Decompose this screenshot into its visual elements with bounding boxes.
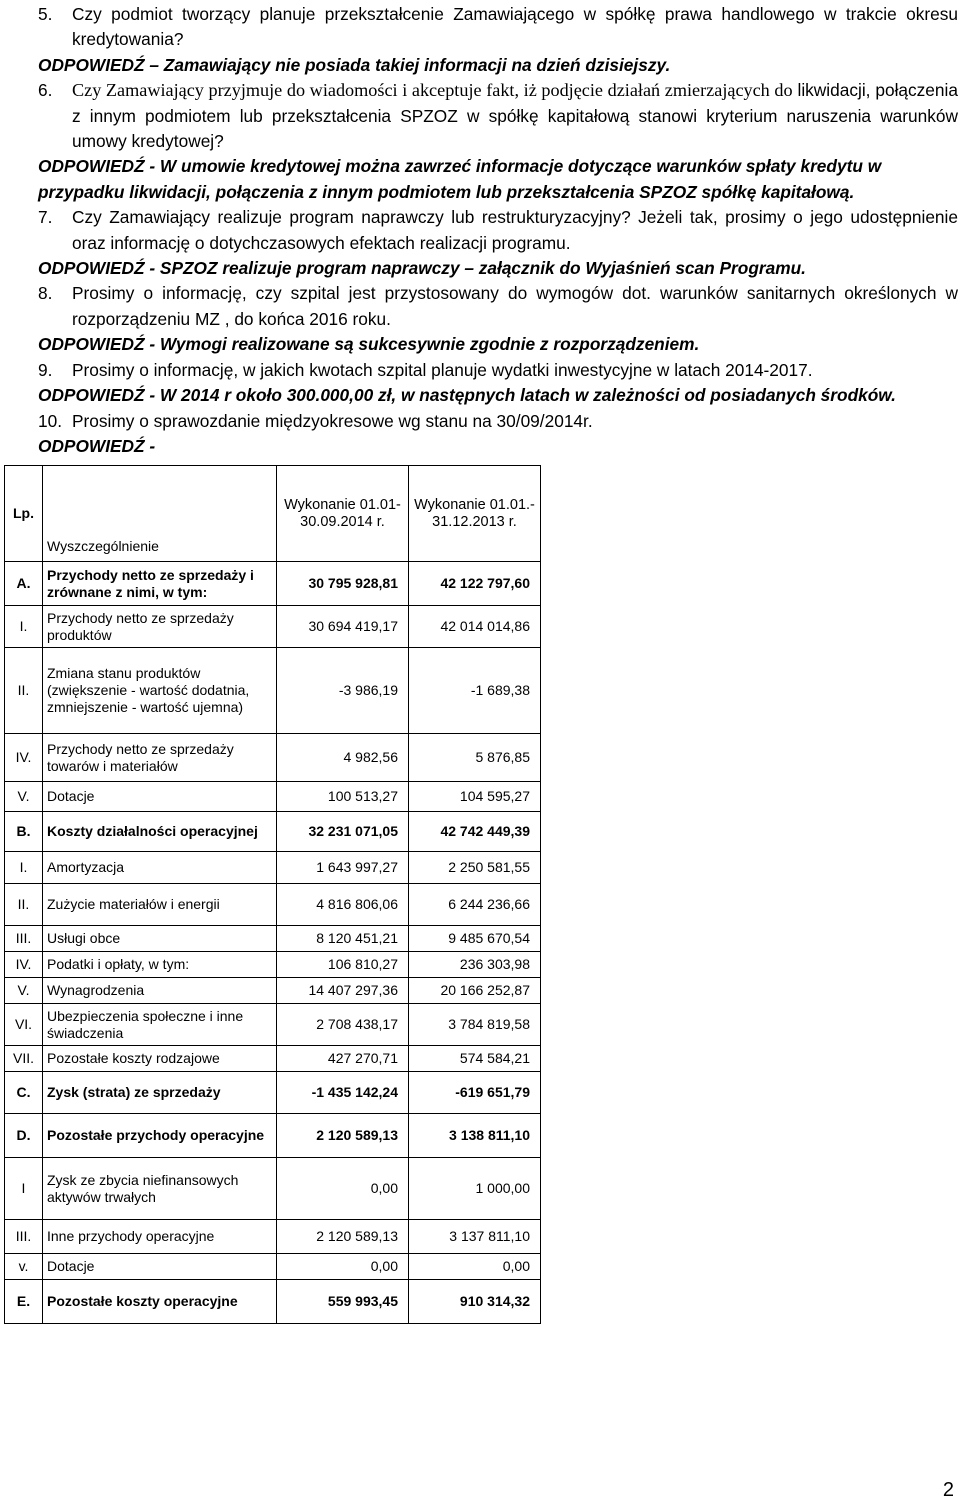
row-value-2013: 3 138 811,10 — [409, 1114, 541, 1158]
table-row — [5, 782, 541, 812]
row-value-2013: 2 250 581,55 — [409, 852, 541, 884]
row-lp: D. — [5, 1114, 43, 1158]
row-description: Zmiana stanu produktów (zwiększenie - wartość dodatnia, zmniejszenie - wartość ujemna) — [43, 648, 277, 734]
table-row — [5, 648, 541, 734]
row-value-2013: 0,00 — [409, 1254, 541, 1280]
row-lp: I — [5, 1158, 43, 1220]
header-col-2013: Wykonanie 01.01.- 31.12.2013 r. — [409, 466, 541, 562]
table-header-row — [5, 466, 541, 562]
answer-text: ODPOWIEDŹ - — [38, 435, 156, 456]
question-item-8 — [38, 281, 958, 332]
table-row — [5, 926, 541, 952]
row-value-2014: 427 270,71 — [277, 1046, 409, 1072]
row-value-2014: 30 694 419,17 — [277, 606, 409, 648]
row-value-2014: 8 120 451,21 — [277, 926, 409, 952]
row-value-2014: 30 795 928,81 — [277, 562, 409, 606]
table-row — [5, 1004, 541, 1046]
row-value-2013: 42 122 797,60 — [409, 562, 541, 606]
row-value-2013: 6 244 236,66 — [409, 884, 541, 926]
table-row — [5, 884, 541, 926]
row-value-2014: 2 120 589,13 — [277, 1114, 409, 1158]
row-description: Przychody netto ze sprzedaży produktów — [43, 606, 277, 648]
question-number: 5. — [38, 4, 53, 24]
row-description: Dotacje — [43, 1254, 277, 1280]
row-lp: III. — [5, 926, 43, 952]
answer-text: ODPOWIEDŹ - W 2014 r około 300.000,00 zł, w następnych latach w zależności od posiadanych środków. — [38, 385, 896, 406]
table-row — [5, 852, 541, 884]
answer-text: ODPOWIEDŹ - Wymogi realizowane są sukcesywnie zgodnie z rozporządzeniem. — [38, 334, 700, 355]
row-value-2013: 574 584,21 — [409, 1046, 541, 1072]
header-lp: Lp. — [5, 466, 43, 562]
row-lp: II. — [5, 648, 43, 734]
row-value-2014: -1 435 142,24 — [277, 1072, 409, 1114]
question-text: Prosimy o sprawozdanie międzyokresowe wg stanu na 30/09/2014r. — [72, 410, 593, 431]
table-row — [5, 1072, 541, 1114]
table-row — [5, 952, 541, 978]
row-value-2013: 5 876,85 — [409, 734, 541, 782]
financial-table-container — [4, 465, 540, 1380]
row-value-2014: 0,00 — [277, 1158, 409, 1220]
row-value-2014: -3 986,19 — [277, 648, 409, 734]
question-number: 6. — [38, 80, 53, 101]
row-value-2014: 2 120 589,13 — [277, 1220, 409, 1254]
financial-table — [4, 465, 541, 1324]
row-description: Pozostałe przychody operacyjne — [43, 1114, 277, 1158]
row-value-2014: 4 982,56 — [277, 734, 409, 782]
row-lp: v. — [5, 1254, 43, 1280]
row-value-2014: 0,00 — [277, 1254, 409, 1280]
row-value-2014: 1 643 997,27 — [277, 852, 409, 884]
row-value-2013: -619 651,79 — [409, 1072, 541, 1114]
header-col-2014: Wykonanie 01.01- 30.09.2014 r. — [277, 466, 409, 562]
row-description: Przychody netto ze sprzedaży i zrównane z nimi, w tym: — [43, 562, 277, 606]
question-item-7 — [38, 205, 958, 256]
row-description: Ubezpieczenia społeczne i inne świadczenia — [43, 1004, 277, 1046]
row-value-2013: 20 166 252,87 — [409, 978, 541, 1004]
table-row — [5, 812, 541, 852]
row-lp: V. — [5, 782, 43, 812]
question-number: 8. — [38, 283, 53, 304]
question-number: 10. — [38, 410, 63, 431]
row-description: Zużycie materiałów i energii — [43, 884, 277, 926]
row-description: Podatki i opłaty, w tym: — [43, 952, 277, 978]
row-description: Usługi obce — [43, 926, 277, 952]
row-value-2014: 4 816 806,06 — [277, 884, 409, 926]
row-description: Pozostałe koszty operacyjne — [43, 1280, 277, 1324]
row-value-2014: 32 231 071,05 — [277, 812, 409, 852]
question-text: Prosimy o informację, w jakich kwotach szpital planuje wydatki inwestycyjne w latach 2014-2017. — [72, 359, 813, 380]
question-number: 9. — [38, 359, 53, 380]
row-lp: I. — [5, 606, 43, 648]
row-lp: I. — [5, 852, 43, 884]
answer-text: ODPOWIEDŹ - W umowie kredytowej można zawrzeć informacje dotyczące warunków spłaty kredytu w przypadku likwidacji, połączenia z innym podmiotem lub przekształcenia SPZOZ spółkę kapitałową. — [38, 156, 882, 202]
row-lp: C. — [5, 1072, 43, 1114]
table-row — [5, 978, 541, 1004]
page-number: 2 — [942, 1479, 954, 1501]
row-value-2014: 2 708 438,17 — [277, 1004, 409, 1046]
row-value-2013: 910 314,32 — [409, 1280, 541, 1324]
row-lp: II. — [5, 884, 43, 926]
question-text: Prosimy o informację, czy szpital jest przystosowany do wymogów dot. warunków sanitarnych określonych w rozporządzeniu MZ , do końca 2016 roku. — [72, 283, 958, 329]
row-lp: VII. — [5, 1046, 43, 1072]
table-row — [5, 1220, 541, 1254]
row-value-2013: 104 595,27 — [409, 782, 541, 812]
row-value-2013: 3 784 819,58 — [409, 1004, 541, 1046]
row-value-2014: 106 810,27 — [277, 952, 409, 978]
row-description: Zysk (strata) ze sprzedaży — [43, 1072, 277, 1114]
row-value-2013: 3 137 811,10 — [409, 1220, 541, 1254]
row-value-2013: 236 303,98 — [409, 952, 541, 978]
row-description: Pozostałe koszty rodzajowe — [43, 1046, 277, 1072]
row-value-2014: 14 407 297,36 — [277, 978, 409, 1004]
row-lp: VI. — [5, 1004, 43, 1046]
answer-text: ODPOWIEDŹ – Zamawiający nie posiada takiej informacji na dzień dzisiejszy. — [38, 54, 671, 75]
question-text: likwidacji, połączenia z innym podmiotem lub przekształcenia SPZOZ w spółkę kapitałową stanowi kryterium naruszenia warunków umowy kredytowej? — [72, 80, 958, 152]
row-lp: E. — [5, 1280, 43, 1324]
question-text-serif: Czy Zamawiający przyjmuje do wiadomości i akceptuje fakt, iż podjęcie działań zmierzających do — [72, 80, 793, 101]
row-value-2013: 1 000,00 — [409, 1158, 541, 1220]
row-value-2014: 100 513,27 — [277, 782, 409, 812]
question-item-9 — [38, 358, 958, 383]
table-row — [5, 1280, 541, 1324]
questions-section — [38, 2, 958, 459]
question-item-6 — [38, 78, 958, 154]
table-row — [5, 562, 541, 606]
row-value-2014: 559 993,45 — [277, 1280, 409, 1324]
question-item-5 — [38, 2, 958, 53]
answer-text: ODPOWIEDŹ - SPZOZ realizuje program naprawczy – załącznik do Wyjaśnień scan Programu. — [38, 258, 806, 279]
row-value-2013: 9 485 670,54 — [409, 926, 541, 952]
row-lp: B. — [5, 812, 43, 852]
row-description: Przychody netto ze sprzedaży towarów i materiałów — [43, 734, 277, 782]
row-description: Dotacje — [43, 782, 277, 812]
row-description: Amortyzacja — [43, 852, 277, 884]
row-description: Inne przychody operacyjne — [43, 1220, 277, 1254]
row-value-2013: 42 014 014,86 — [409, 606, 541, 648]
row-lp: III. — [5, 1220, 43, 1254]
row-lp: IV. — [5, 734, 43, 782]
table-row — [5, 734, 541, 782]
table-row — [5, 1046, 541, 1072]
row-lp: A. — [5, 562, 43, 606]
question-number: 7. — [38, 207, 53, 228]
question-item-10 — [38, 409, 958, 434]
table-row — [5, 1158, 541, 1220]
row-description: Zysk ze zbycia niefinansowych aktywów trwałych — [43, 1158, 277, 1220]
row-lp: IV. — [5, 952, 43, 978]
table-row — [5, 1114, 541, 1158]
header-description: Wyszczególnienie — [43, 466, 277, 562]
table-row — [5, 1254, 541, 1280]
row-value-2013: -1 689,38 — [409, 648, 541, 734]
table-row — [5, 606, 541, 648]
row-lp: V. — [5, 978, 43, 1004]
row-value-2013: 42 742 449,39 — [409, 812, 541, 852]
row-description: Wynagrodzenia — [43, 978, 277, 1004]
row-description: Koszty działalności operacyjnej — [43, 812, 277, 852]
question-text: Czy Zamawiający realizuje program naprawczy lub restrukturyzacyjny? Jeżeli tak, prosimy o jego udostępnienie oraz informację o dotychczasowych efektach realizacji programu. — [72, 207, 958, 253]
question-text: Czy podmiot tworzący planuje przekształcenie Zamawiającego w spółkę prawa handlowego w trakcie okresu kredytowania? — [72, 4, 958, 50]
